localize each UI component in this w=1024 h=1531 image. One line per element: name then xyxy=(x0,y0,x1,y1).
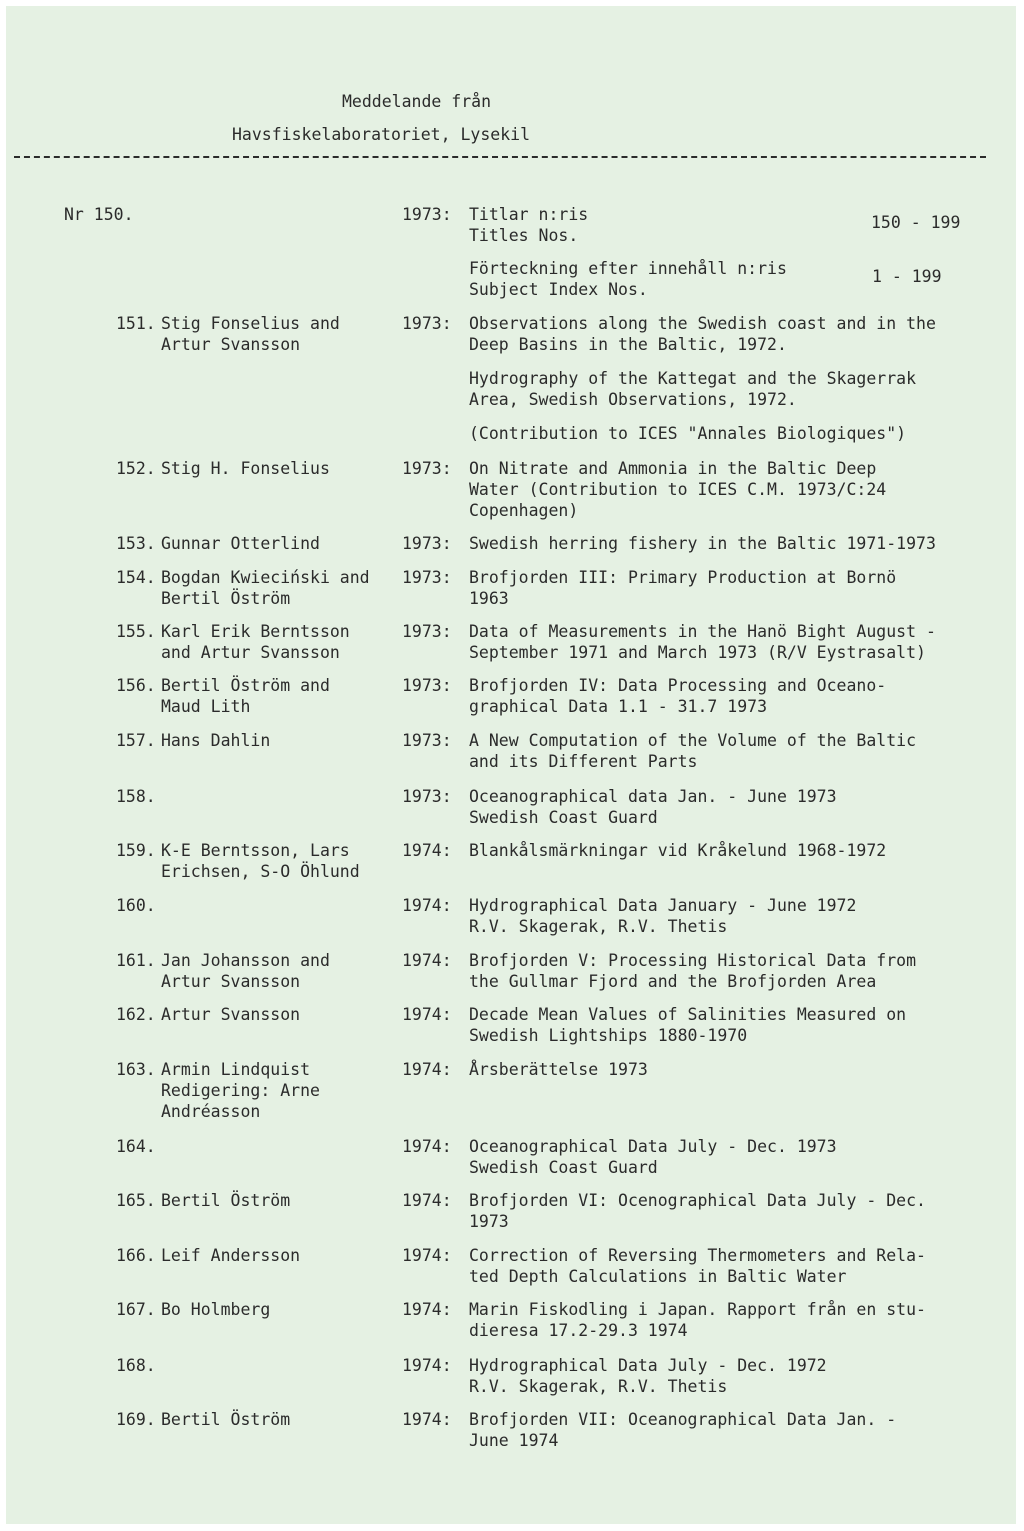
entry-number: 159. xyxy=(116,841,156,860)
entry-year: 1974: xyxy=(402,1246,452,1265)
entry-author: Andréasson xyxy=(161,1102,261,1121)
entry-title: Hydrographical Data July - Dec. 1972 xyxy=(469,1356,827,1375)
entry-year: 1973: xyxy=(402,534,452,553)
entry-number: 156. xyxy=(116,676,156,695)
entry-number: 160. xyxy=(116,896,156,915)
entry-year: 1973: xyxy=(402,676,452,695)
entry-author: Hans Dahlin xyxy=(161,731,271,750)
entry-year: 1974: xyxy=(402,896,452,915)
entry-number: 168. xyxy=(116,1356,156,1375)
entry-title: Marin Fiskodling i Japan. Rapport från en stu- xyxy=(469,1300,926,1319)
entry-number: 162. xyxy=(116,1005,156,1024)
header-line-2: Havsfiskelaboratoriet, Lysekil xyxy=(232,125,531,144)
entry-number: 157. xyxy=(116,731,156,750)
entry-title: Area, Swedish Observations, 1972. xyxy=(469,390,797,409)
entry-number: 152. xyxy=(116,459,156,478)
entry-title: Decade Mean Values of Salinities Measured on xyxy=(469,1005,907,1024)
entry-title: Observations along the Swedish coast and in the xyxy=(469,314,936,333)
entry-year: 1974: xyxy=(402,841,452,860)
entry-title: Titlar n:ris xyxy=(469,205,589,224)
entry-year: 1974: xyxy=(402,1410,452,1429)
entry-author: Bertil Öström xyxy=(161,1410,291,1429)
entry-title: dieresa 17.2-29.3 1974 xyxy=(469,1321,688,1340)
entry-title: Årsberättelse 1973 xyxy=(469,1060,648,1079)
entry-title: Swedish Coast Guard xyxy=(469,1158,658,1177)
entry-year: 1974: xyxy=(402,1300,452,1319)
entry-year: 1974: xyxy=(402,951,452,970)
entry-range: 150 - 199 xyxy=(871,213,961,232)
entry-year: 1974: xyxy=(402,1005,452,1024)
entry-title: On Nitrate and Ammonia in the Baltic Deep xyxy=(469,459,877,478)
entry-author: Jan Johansson and xyxy=(161,951,330,970)
entry-author: Artur Svansson xyxy=(161,335,301,354)
entry-year: 1974: xyxy=(402,1356,452,1375)
entry-title: Swedish herring fishery in the Baltic 1971-1973 xyxy=(469,534,936,553)
entry-title: Oceanographical data Jan. - June 1973 xyxy=(469,787,837,806)
entry-author: Stig Fonselius and xyxy=(161,314,340,333)
entry-author: and Artur Svansson xyxy=(161,643,340,662)
entry-author: Bertil Öström xyxy=(161,589,291,608)
entry-title: Brofjorden IV: Data Processing and Oceano- xyxy=(469,676,887,695)
entry-number: Nr 150. xyxy=(64,205,134,224)
header-line-1: Meddelande från xyxy=(342,92,492,111)
entry-title: Data of Measurements in the Hanö Bight August - xyxy=(469,622,936,641)
entry-number: 154. xyxy=(116,568,156,587)
entry-number: 164. xyxy=(116,1137,156,1156)
entry-title: September 1971 and March 1973 (R/V Eystrasalt) xyxy=(469,643,926,662)
entry-title: June 1974 xyxy=(469,1431,559,1450)
entry-year: 1973: xyxy=(402,568,452,587)
entry-number: 165. xyxy=(116,1191,156,1210)
entry-author: Maud Lith xyxy=(161,697,251,716)
entry-title: Titles Nos. xyxy=(469,226,579,245)
entry-year: 1973: xyxy=(402,459,452,478)
entry-title: Förteckning efter innehåll n:ris xyxy=(469,259,787,278)
entry-number: 158. xyxy=(116,787,156,806)
entry-title: Water (Contribution to ICES C.M. 1973/C:24 xyxy=(469,480,887,499)
entry-title: Deep Basins in the Baltic, 1972. xyxy=(469,335,787,354)
entry-title: Brofjorden V: Processing Historical Data from xyxy=(469,951,917,970)
entry-title: 1963 xyxy=(469,589,509,608)
entry-number: 161. xyxy=(116,951,156,970)
entry-number: 153. xyxy=(116,534,156,553)
entry-author: Bogdan Kwieciński and xyxy=(161,568,370,587)
entry-author: Stig H. Fonselius xyxy=(161,459,330,478)
entry-title: Correction of Reversing Thermometers and Rela- xyxy=(469,1246,926,1265)
entry-title: 1973 xyxy=(469,1212,509,1231)
entry-author: Redigering: Arne xyxy=(161,1081,320,1100)
entry-title: Copenhagen) xyxy=(469,501,579,520)
entry-title: R.V. Skagerak, R.V. Thetis xyxy=(469,917,728,936)
entry-title: Hydrographical Data January - June 1972 xyxy=(469,896,857,915)
entry-year: 1973: xyxy=(402,731,452,750)
entry-range: 1 - 199 xyxy=(872,267,942,286)
dashed-rule xyxy=(14,156,986,158)
entry-year: 1973: xyxy=(402,205,452,224)
entry-title: and its Different Parts xyxy=(469,752,698,771)
entry-author: Leif Andersson xyxy=(161,1246,301,1265)
entry-year: 1973: xyxy=(402,622,452,641)
entry-title: Blankålsmärkningar vid Kråkelund 1968-1972 xyxy=(469,841,887,860)
entry-title: the Gullmar Fjord and the Brofjorden Area xyxy=(469,972,877,991)
entry-title: (Contribution to ICES "Annales Biologiques") xyxy=(469,424,907,443)
entry-year: 1973: xyxy=(402,787,452,806)
entry-author: Gunnar Otterlind xyxy=(161,534,320,553)
entry-author: Erichsen, S-O Öhlund xyxy=(161,862,360,881)
entry-author: Artur Svansson xyxy=(161,1005,301,1024)
entry-number: 155. xyxy=(116,622,156,641)
entry-year: 1974: xyxy=(402,1137,452,1156)
entry-year: 1973: xyxy=(402,314,452,333)
entry-author: Bertil Öström xyxy=(161,1191,291,1210)
entry-author: Bertil Öström and xyxy=(161,676,330,695)
entry-title: Subject Index Nos. xyxy=(469,280,648,299)
entry-title: Swedish Coast Guard xyxy=(469,808,658,827)
entry-title: R.V. Skagerak, R.V. Thetis xyxy=(469,1377,728,1396)
entry-title: Brofjorden VII: Oceanographical Data Jan. - xyxy=(469,1410,897,1429)
entry-title: ted Depth Calculations in Baltic Water xyxy=(469,1267,847,1286)
entry-title: graphical Data 1.1 - 31.7 1973 xyxy=(469,697,768,716)
entry-title: Brofjorden VI: Ocenographical Data July - Dec. xyxy=(469,1191,926,1210)
entry-author: K-E Berntsson, Lars xyxy=(161,841,350,860)
entry-number: 167. xyxy=(116,1300,156,1319)
entry-number: 166. xyxy=(116,1246,156,1265)
entry-author: Armin Lindquist xyxy=(161,1060,311,1079)
entry-year: 1974: xyxy=(402,1191,452,1210)
entry-number: 163. xyxy=(116,1060,156,1079)
entry-title: Oceanographical Data July - Dec. 1973 xyxy=(469,1137,837,1156)
entry-title: Hydrography of the Kattegat and the Skagerrak xyxy=(469,369,917,388)
entry-author: Bo Holmberg xyxy=(161,1300,271,1319)
entry-number: 151. xyxy=(116,314,156,333)
entry-title: Brofjorden III: Primary Production at Bornö xyxy=(469,568,897,587)
entry-title: Swedish Lightships 1880-1970 xyxy=(469,1026,748,1045)
entry-author: Artur Svansson xyxy=(161,972,301,991)
entry-number: 169. xyxy=(116,1410,156,1429)
entry-title: A New Computation of the Volume of the Baltic xyxy=(469,731,917,750)
entry-year: 1974: xyxy=(402,1060,452,1079)
entry-author: Karl Erik Berntsson xyxy=(161,622,350,641)
